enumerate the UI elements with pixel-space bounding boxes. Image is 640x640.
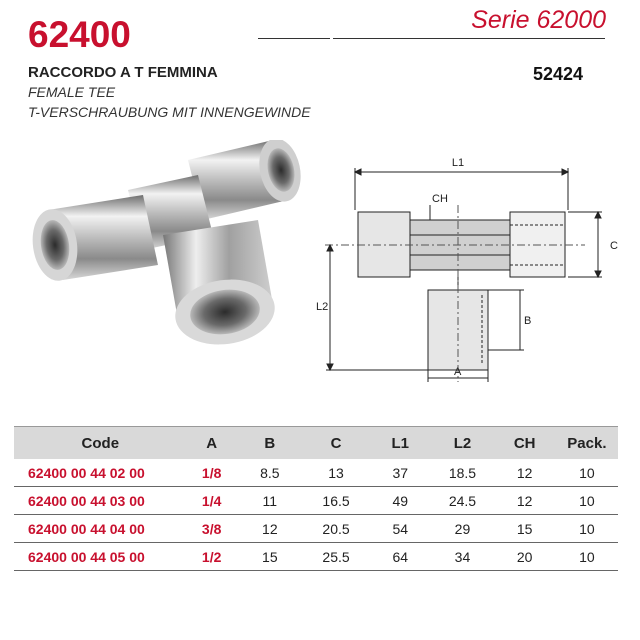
dim-label-b: B: [524, 315, 532, 327]
cell-code: 62400 00 44 04 00: [14, 515, 187, 543]
cell-c: 13: [303, 459, 369, 487]
dim-label-c: C: [610, 240, 618, 252]
product-name-english: FEMALE TEE: [28, 84, 116, 100]
col-header-code: Code: [14, 427, 187, 460]
col-header-ch: CH: [494, 427, 556, 460]
cell-b: 15: [237, 543, 303, 571]
cell-code: 62400 00 44 03 00: [14, 487, 187, 515]
cell-ch: 12: [494, 487, 556, 515]
cell-l1: 37: [369, 459, 431, 487]
photo-bottom-arm: [163, 220, 279, 351]
table-header-row: [14, 427, 618, 460]
cell-code: 62400 00 44 02 00: [14, 459, 187, 487]
cell-a: 1/4: [187, 487, 237, 515]
cell-c: 16.5: [303, 487, 369, 515]
dim-label-l1: L1: [451, 157, 465, 169]
cell-pack: 10: [556, 459, 618, 487]
cell-ch: 15: [494, 515, 556, 543]
cell-ch: 20: [494, 543, 556, 571]
col-header-b: B: [237, 427, 303, 460]
col-header-a: A: [187, 427, 237, 460]
col-header-l1: L1: [369, 427, 431, 460]
product-photo: [18, 140, 308, 360]
product-name-italian: RACCORDO A T FEMMINA: [28, 64, 218, 81]
cell-pack: 10: [556, 487, 618, 515]
cell-l2: 24.5: [431, 487, 493, 515]
table-row: [14, 515, 618, 543]
cell-c: 25.5: [303, 543, 369, 571]
col-header-c: C: [303, 427, 369, 460]
dim-label-l2: L2: [316, 301, 329, 313]
cell-l2: 29: [431, 515, 493, 543]
dim-label-a: A: [454, 366, 462, 378]
reference-number: 52424: [533, 64, 584, 84]
table-row: [14, 459, 618, 487]
dim-label-ch: CH: [432, 193, 448, 205]
technical-drawing: [310, 150, 630, 390]
product-name-german: T-VERSCHRAUBUNG MIT INNENGEWINDE: [28, 104, 311, 120]
cell-b: 8.5: [237, 459, 303, 487]
table-row: [14, 543, 618, 571]
cell-l2: 34: [431, 543, 493, 571]
cell-pack: 10: [556, 515, 618, 543]
cell-l1: 54: [369, 515, 431, 543]
series-label: Serie 62000: [471, 6, 606, 34]
cell-a: 3/8: [187, 515, 237, 543]
cell-l2: 18.5: [431, 459, 493, 487]
cell-b: 12: [237, 515, 303, 543]
header-divider-right: [333, 38, 605, 39]
cell-pack: 10: [556, 543, 618, 571]
cell-b: 11: [237, 487, 303, 515]
cell-a: 1/2: [187, 543, 237, 571]
photo-left-arm: [28, 195, 158, 284]
cell-l1: 64: [369, 543, 431, 571]
header-divider-left: [258, 38, 330, 39]
cell-c: 20.5: [303, 515, 369, 543]
table-row: [14, 487, 618, 515]
cell-a: 1/8: [187, 459, 237, 487]
cell-l1: 49: [369, 487, 431, 515]
spec-table: [14, 426, 618, 571]
cell-code: 62400 00 44 05 00: [14, 543, 187, 571]
col-header-l2: L2: [431, 427, 493, 460]
col-header-pack: Pack.: [556, 427, 618, 460]
product-code-title: 62400: [28, 14, 131, 55]
cell-ch: 12: [494, 459, 556, 487]
